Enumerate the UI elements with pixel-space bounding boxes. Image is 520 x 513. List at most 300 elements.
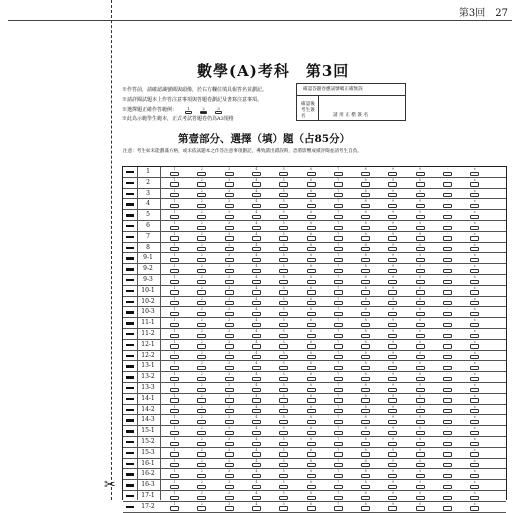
answer-bubble[interactable] [470,470,479,479]
answer-bubble[interactable] [170,276,179,285]
answer-bubble[interactable] [252,287,261,296]
bubble-oval[interactable] [388,236,397,240]
answer-bubble[interactable] [225,211,234,220]
bubble-oval[interactable] [197,247,206,251]
bubble-oval[interactable] [361,193,370,197]
answer-bubble[interactable] [361,179,370,188]
bubble-oval[interactable] [279,290,288,294]
answer-bubble[interactable] [170,427,179,436]
bubble-oval[interactable] [307,409,316,413]
answer-bubble[interactable] [279,427,288,436]
bubble-oval[interactable] [197,344,206,348]
answer-bubble[interactable] [388,211,397,220]
answer-bubble[interactable] [361,222,370,231]
answer-bubble[interactable] [334,362,343,371]
bubble-oval[interactable] [252,355,261,359]
bubble-oval[interactable] [225,474,234,478]
answer-bubble[interactable] [470,341,479,350]
answer-bubble[interactable] [416,449,425,458]
answer-bubble[interactable] [170,265,179,274]
bubble-oval[interactable] [279,485,288,489]
answer-bubble[interactable] [470,308,479,317]
answer-bubble[interactable] [416,298,425,307]
answer-bubble[interactable] [307,233,316,242]
answer-bubble[interactable] [170,492,179,501]
answer-bubble[interactable] [197,395,206,404]
signature-field[interactable]: 請用正楷簽名 [333,113,370,118]
answer-bubble[interactable] [279,460,288,469]
bubble-oval[interactable] [388,388,397,392]
bubble-oval[interactable] [170,193,179,197]
bubble-oval[interactable] [197,506,206,510]
bubble-oval[interactable] [470,193,479,197]
answer-bubble[interactable] [197,503,206,512]
answer-bubble[interactable] [361,470,370,479]
answer-bubble[interactable] [388,470,397,479]
answer-bubble[interactable] [225,406,234,415]
answer-bubble[interactable] [388,200,397,209]
answer-bubble[interactable] [279,276,288,285]
answer-bubble[interactable] [279,330,288,339]
bubble-oval[interactable] [170,323,179,327]
answer-bubble[interactable] [307,373,316,382]
bubble-oval[interactable] [225,193,234,197]
answer-bubble[interactable] [279,308,288,317]
answer-bubble[interactable] [361,200,370,209]
bubble-oval[interactable] [197,442,206,446]
bubble-oval[interactable] [252,506,261,510]
bubble-oval[interactable] [361,409,370,413]
answer-bubble[interactable] [334,287,343,296]
answer-bubble[interactable] [225,244,234,253]
bubble-oval[interactable] [279,463,288,467]
answer-bubble[interactable] [170,395,179,404]
bubble-oval[interactable] [252,496,261,500]
bubble-oval[interactable] [225,496,234,500]
bubble-oval[interactable] [170,420,179,424]
bubble-oval[interactable] [307,452,316,456]
answer-bubble[interactable] [416,200,425,209]
bubble-oval[interactable] [470,474,479,478]
bubble-oval[interactable] [334,366,343,370]
answer-bubble[interactable] [361,481,370,490]
bubble-oval[interactable] [307,280,316,284]
bubble-oval[interactable] [307,236,316,240]
bubble-oval[interactable] [470,236,479,240]
bubble-oval[interactable] [197,398,206,402]
bubble-oval[interactable] [170,247,179,251]
answer-bubble[interactable] [170,287,179,296]
answer-bubble[interactable] [225,481,234,490]
bubble-oval[interactable] [197,236,206,240]
bubble-oval[interactable] [416,258,425,262]
bubble-oval[interactable] [197,334,206,338]
bubble-oval[interactable] [416,398,425,402]
bubble-oval[interactable] [416,366,425,370]
bubble-oval[interactable] [279,388,288,392]
answer-bubble[interactable] [388,503,397,512]
answer-bubble[interactable] [443,276,452,285]
bubble-oval[interactable] [470,452,479,456]
bubble-oval[interactable] [416,323,425,327]
bubble-oval[interactable] [334,344,343,348]
bubble-oval[interactable] [197,301,206,305]
bubble-oval[interactable] [279,172,288,176]
answer-bubble[interactable] [470,406,479,415]
bubble-oval[interactable] [170,312,179,316]
bubble-oval[interactable] [225,506,234,510]
bubble-oval[interactable] [279,280,288,284]
answer-bubble[interactable] [443,265,452,274]
bubble-oval[interactable] [470,355,479,359]
answer-bubble[interactable] [252,449,261,458]
bubble-oval[interactable] [470,204,479,208]
bubble-oval[interactable] [361,301,370,305]
answer-bubble[interactable] [170,406,179,415]
answer-bubble[interactable] [197,244,206,253]
bubble-oval[interactable] [225,463,234,467]
bubble-oval[interactable] [388,442,397,446]
bubble-oval[interactable] [197,258,206,262]
bubble-oval[interactable] [252,474,261,478]
answer-bubble[interactable] [197,276,206,285]
bubble-oval[interactable] [252,377,261,381]
answer-bubble[interactable] [334,427,343,436]
answer-bubble[interactable] [307,481,316,490]
answer-bubble[interactable] [470,438,479,447]
bubble-oval[interactable] [307,442,316,446]
answer-bubble[interactable] [307,244,316,253]
bubble-oval[interactable] [470,182,479,186]
bubble-oval[interactable] [416,496,425,500]
answer-bubble[interactable] [416,254,425,263]
bubble-oval[interactable] [334,280,343,284]
bubble-oval[interactable] [334,442,343,446]
answer-bubble[interactable] [416,427,425,436]
bubble-oval[interactable] [443,442,452,446]
bubble-oval[interactable] [197,193,206,197]
bubble-oval[interactable] [225,182,234,186]
bubble-oval[interactable] [252,204,261,208]
bubble-oval[interactable] [252,280,261,284]
bubble-oval[interactable] [279,377,288,381]
answer-bubble[interactable] [279,222,288,231]
bubble-oval[interactable] [470,247,479,251]
answer-bubble[interactable] [252,244,261,253]
answer-bubble[interactable] [470,362,479,371]
answer-bubble[interactable] [361,460,370,469]
bubble-oval[interactable] [225,258,234,262]
bubble-oval[interactable] [443,366,452,370]
answer-bubble[interactable] [170,222,179,231]
bubble-oval[interactable] [252,290,261,294]
bubble-oval[interactable] [361,269,370,273]
answer-bubble[interactable] [225,460,234,469]
bubble-oval[interactable] [443,226,452,230]
answer-bubble[interactable] [252,276,261,285]
answer-bubble[interactable] [197,460,206,469]
answer-bubble[interactable] [225,254,234,263]
bubble-oval[interactable] [361,226,370,230]
answer-bubble[interactable] [170,211,179,220]
bubble-oval[interactable] [307,431,316,435]
bubble-oval[interactable] [197,215,206,219]
answer-bubble[interactable] [416,416,425,425]
answer-bubble[interactable] [334,244,343,253]
bubble-oval[interactable] [334,496,343,500]
answer-bubble[interactable] [361,384,370,393]
answer-bubble[interactable] [388,373,397,382]
bubble-oval[interactable] [279,204,288,208]
answer-bubble[interactable] [388,395,397,404]
bubble-oval[interactable] [170,377,179,381]
bubble-oval[interactable] [361,398,370,402]
bubble-oval[interactable] [443,280,452,284]
answer-bubble[interactable] [388,168,397,177]
answer-bubble[interactable] [416,308,425,317]
answer-bubble[interactable] [225,384,234,393]
bubble-oval[interactable] [252,366,261,370]
answer-bubble[interactable] [416,265,425,274]
answer-bubble[interactable] [470,503,479,512]
bubble-oval[interactable] [225,312,234,316]
bubble-oval[interactable] [388,269,397,273]
answer-bubble[interactable] [416,481,425,490]
bubble-oval[interactable] [252,182,261,186]
bubble-oval[interactable] [388,226,397,230]
bubble-oval[interactable] [279,334,288,338]
bubble-oval[interactable] [416,506,425,510]
answer-bubble[interactable] [470,416,479,425]
bubble-oval[interactable] [416,355,425,359]
answer-bubble[interactable] [470,168,479,177]
bubble-oval[interactable] [307,388,316,392]
answer-bubble[interactable] [307,308,316,317]
bubble-oval[interactable] [225,442,234,446]
bubble-oval[interactable] [252,334,261,338]
bubble-oval[interactable] [416,420,425,424]
bubble-oval[interactable] [470,301,479,305]
answer-bubble[interactable] [361,427,370,436]
answer-bubble[interactable] [443,319,452,328]
answer-bubble[interactable] [197,481,206,490]
bubble-oval[interactable] [388,193,397,197]
answer-bubble[interactable] [416,190,425,199]
answer-bubble[interactable] [443,395,452,404]
bubble-oval[interactable] [443,182,452,186]
bubble-oval[interactable] [334,431,343,435]
bubble-oval[interactable] [197,280,206,284]
answer-bubble[interactable] [443,341,452,350]
answer-bubble[interactable] [225,416,234,425]
answer-bubble[interactable] [361,254,370,263]
answer-bubble[interactable] [307,211,316,220]
bubble-oval[interactable] [225,431,234,435]
answer-bubble[interactable] [170,373,179,382]
bubble-oval[interactable] [197,409,206,413]
answer-bubble[interactable] [443,330,452,339]
answer-bubble[interactable] [197,190,206,199]
answer-bubble[interactable] [361,276,370,285]
answer-bubble[interactable] [252,460,261,469]
answer-bubble[interactable] [170,362,179,371]
bubble-oval[interactable] [279,355,288,359]
answer-bubble[interactable] [361,503,370,512]
answer-bubble[interactable] [197,406,206,415]
bubble-oval[interactable] [470,398,479,402]
answer-bubble[interactable] [334,384,343,393]
answer-bubble[interactable] [279,481,288,490]
bubble-oval[interactable] [197,452,206,456]
bubble-oval[interactable] [443,431,452,435]
answer-bubble[interactable] [361,492,370,501]
answer-bubble[interactable] [252,406,261,415]
answer-bubble[interactable] [225,373,234,382]
answer-bubble[interactable] [279,416,288,425]
answer-bubble[interactable] [334,265,343,274]
bubble-oval[interactable] [170,398,179,402]
bubble-oval[interactable] [252,312,261,316]
answer-bubble[interactable] [279,244,288,253]
answer-bubble[interactable] [225,298,234,307]
bubble-oval[interactable] [361,236,370,240]
answer-bubble[interactable] [170,179,179,188]
bubble-oval[interactable] [252,323,261,327]
bubble-oval[interactable] [252,452,261,456]
answer-bubble[interactable] [388,492,397,501]
bubble-oval[interactable] [334,388,343,392]
answer-bubble[interactable] [252,341,261,350]
answer-bubble[interactable] [307,470,316,479]
answer-bubble[interactable] [279,492,288,501]
bubble-oval[interactable] [470,442,479,446]
bubble-oval[interactable] [279,496,288,500]
bubble-oval[interactable] [443,290,452,294]
bubble-oval[interactable] [470,280,479,284]
bubble-oval[interactable] [197,366,206,370]
bubble-oval[interactable] [470,431,479,435]
bubble-oval[interactable] [334,290,343,294]
answer-bubble[interactable] [443,244,452,253]
answer-bubble[interactable] [443,352,452,361]
bubble-oval[interactable] [252,431,261,435]
bubble-oval[interactable] [443,506,452,510]
answer-bubble[interactable] [307,460,316,469]
answer-bubble[interactable] [170,319,179,328]
bubble-oval[interactable] [388,290,397,294]
bubble-oval[interactable] [225,172,234,176]
bubble-oval[interactable] [470,388,479,392]
bubble-oval[interactable] [361,452,370,456]
bubble-oval[interactable] [170,204,179,208]
answer-bubble[interactable] [443,287,452,296]
bubble-oval[interactable] [443,344,452,348]
bubble-oval[interactable] [443,193,452,197]
bubble-oval[interactable] [388,355,397,359]
answer-bubble[interactable] [470,233,479,242]
answer-bubble[interactable] [334,298,343,307]
bubble-oval[interactable] [416,226,425,230]
bubble-oval[interactable] [170,334,179,338]
bubble-oval[interactable] [416,452,425,456]
answer-bubble[interactable] [470,190,479,199]
answer-bubble[interactable] [252,190,261,199]
answer-bubble[interactable] [470,287,479,296]
answer-bubble[interactable] [197,438,206,447]
bubble-oval[interactable] [470,258,479,262]
bubble-oval[interactable] [334,334,343,338]
bubble-oval[interactable] [225,236,234,240]
answer-bubble[interactable] [279,287,288,296]
answer-bubble[interactable] [170,233,179,242]
answer-bubble[interactable] [388,179,397,188]
answer-bubble[interactable] [361,319,370,328]
answer-bubble[interactable] [197,470,206,479]
bubble-oval[interactable] [170,182,179,186]
bubble-oval[interactable] [197,485,206,489]
answer-bubble[interactable] [443,492,452,501]
answer-bubble[interactable] [252,319,261,328]
bubble-oval[interactable] [225,204,234,208]
bubble-oval[interactable] [170,290,179,294]
bubble-oval[interactable] [279,442,288,446]
answer-bubble[interactable] [388,427,397,436]
answer-bubble[interactable] [252,373,261,382]
answer-bubble[interactable] [443,233,452,242]
answer-bubble[interactable] [470,319,479,328]
answer-bubble[interactable] [170,298,179,307]
bubble-oval[interactable] [225,247,234,251]
bubble-oval[interactable] [470,334,479,338]
answer-bubble[interactable] [388,330,397,339]
answer-bubble[interactable] [416,276,425,285]
answer-bubble[interactable] [416,373,425,382]
bubble-oval[interactable] [443,236,452,240]
answer-bubble[interactable] [225,319,234,328]
answer-bubble[interactable] [279,503,288,512]
bubble-oval[interactable] [361,463,370,467]
answer-bubble[interactable] [470,384,479,393]
bubble-oval[interactable] [279,431,288,435]
bubble-oval[interactable] [416,409,425,413]
bubble-oval[interactable] [197,312,206,316]
bubble-oval[interactable] [170,431,179,435]
bubble-oval[interactable] [170,474,179,478]
bubble-oval[interactable] [443,409,452,413]
bubble-oval[interactable] [279,366,288,370]
answer-bubble[interactable] [279,449,288,458]
answer-bubble[interactable] [388,265,397,274]
bubble-oval[interactable] [416,301,425,305]
answer-bubble[interactable] [170,352,179,361]
answer-bubble[interactable] [252,222,261,231]
answer-bubble[interactable] [307,427,316,436]
answer-bubble[interactable] [197,298,206,307]
answer-bubble[interactable] [470,492,479,501]
answer-bubble[interactable] [279,406,288,415]
answer-bubble[interactable] [470,254,479,263]
bubble-oval[interactable] [334,377,343,381]
answer-bubble[interactable] [225,470,234,479]
answer-bubble[interactable] [279,395,288,404]
bubble-oval[interactable] [307,377,316,381]
answer-bubble[interactable] [334,373,343,382]
answer-bubble[interactable] [388,319,397,328]
bubble-oval[interactable] [307,420,316,424]
bubble-oval[interactable] [307,204,316,208]
answer-bubble[interactable] [443,190,452,199]
bubble-oval[interactable] [197,204,206,208]
